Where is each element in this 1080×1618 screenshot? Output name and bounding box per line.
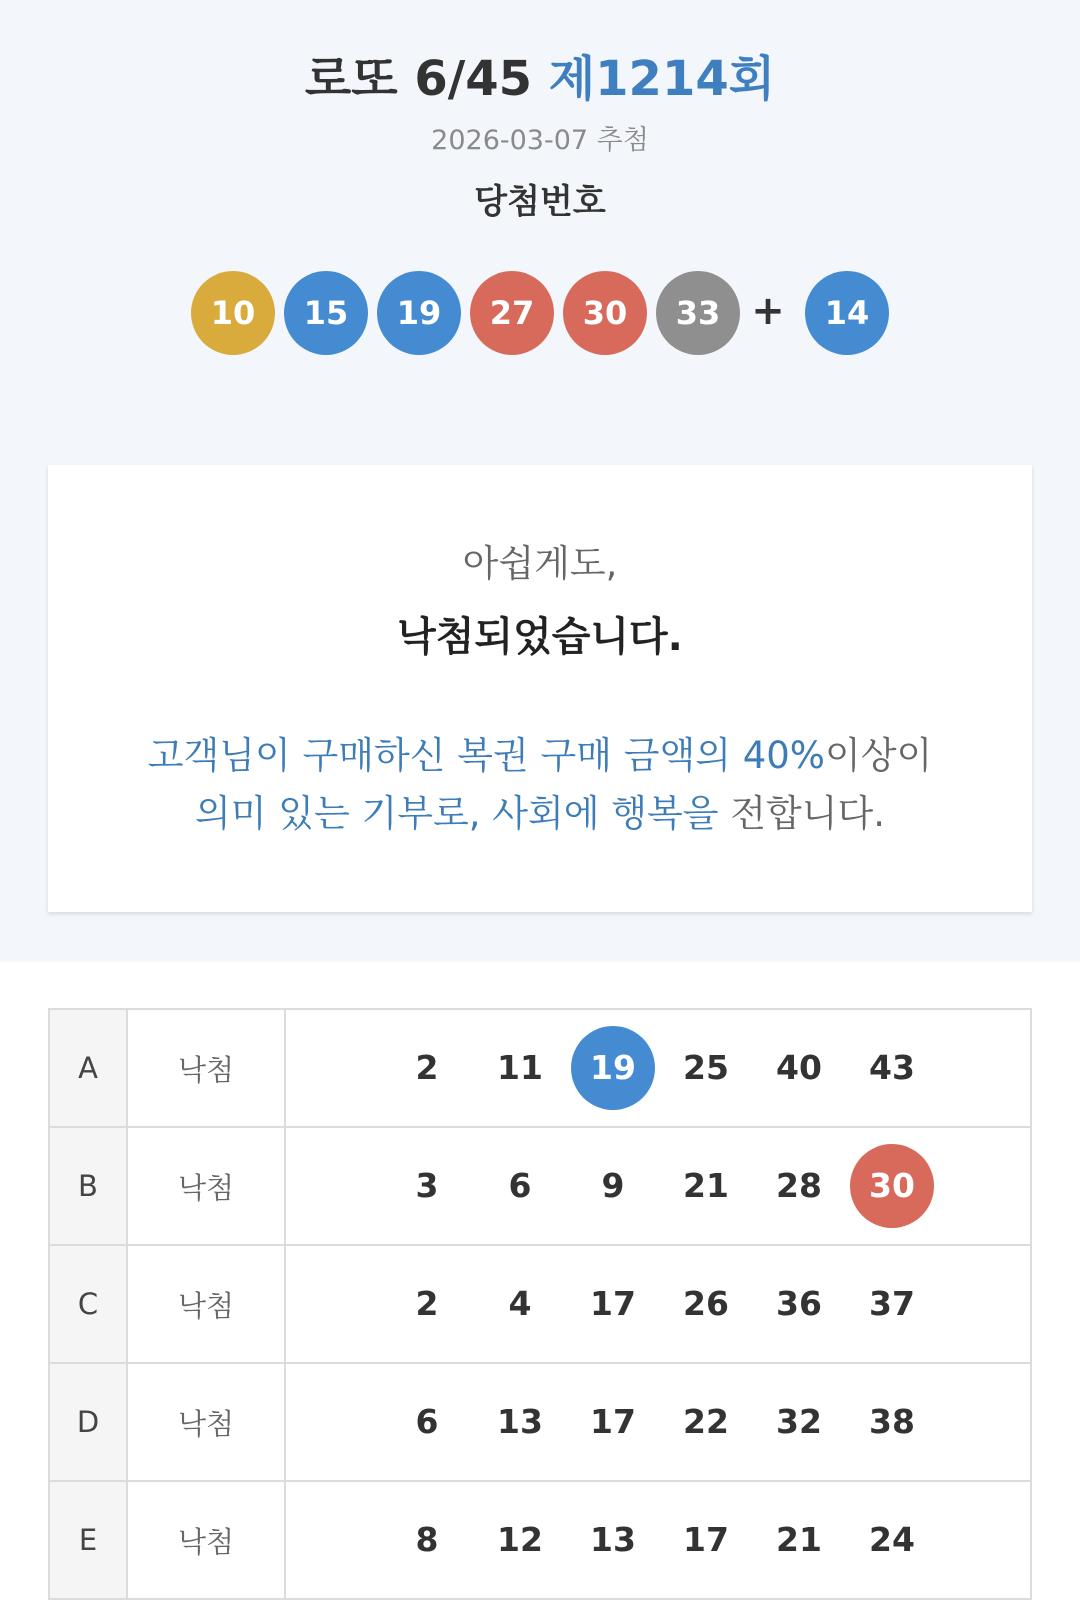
matched-number-ball: 19	[571, 1026, 655, 1110]
donation-text: 전합니다.	[718, 792, 885, 835]
purchased-games-table	[48, 1008, 1032, 1600]
bonus-ball: 14	[805, 271, 889, 355]
game-numbers	[286, 1144, 1030, 1228]
game-label: B	[49, 1127, 127, 1245]
winning-ball: 33	[656, 271, 740, 355]
game-number: 17	[590, 1402, 636, 1441]
game-numbers-cell	[285, 1481, 1031, 1599]
game-number: 13	[590, 1520, 636, 1559]
game-number: 3	[415, 1166, 439, 1205]
game-number: 37	[869, 1284, 915, 1323]
game-label: C	[49, 1245, 127, 1363]
game-number: 2	[415, 1284, 439, 1323]
draw-date: 2026-03-07 추첨	[431, 125, 649, 156]
winning-ball: 15	[284, 271, 368, 355]
game-numbers-cell	[285, 1245, 1031, 1363]
winning-ball: 10	[191, 271, 275, 355]
round-number: 제1214회	[548, 51, 776, 107]
matched-number-ball: 30	[850, 1144, 934, 1228]
winning-numbers	[0, 271, 1080, 355]
game-number: 40	[776, 1048, 822, 1087]
winning-ball: 30	[563, 271, 647, 355]
game-number: 2	[415, 1048, 439, 1087]
result-card	[48, 465, 1032, 912]
table-row	[49, 1127, 1031, 1245]
game-numbers-cell	[285, 1363, 1031, 1481]
result-intro: 아쉽게도,	[462, 542, 618, 585]
game-number: 26	[683, 1284, 729, 1323]
game-number: 4	[508, 1284, 532, 1323]
donation-message-line1	[48, 725, 1032, 779]
game-result: 낙첨	[127, 1363, 285, 1481]
donation-message-line2	[48, 783, 1032, 837]
game-number: 38	[869, 1402, 915, 1441]
game-number: 13	[497, 1402, 543, 1441]
game-number: 32	[776, 1402, 822, 1441]
game-numbers	[286, 1026, 1030, 1110]
game-number: 43	[869, 1048, 915, 1087]
game-number: 9	[601, 1166, 625, 1205]
game-numbers	[286, 1498, 1030, 1582]
donation-text: 이상이	[824, 734, 933, 777]
winning-numbers-label: 당첨번호	[474, 182, 606, 222]
game-number: 11	[497, 1048, 543, 1087]
game-numbers	[286, 1262, 1030, 1346]
page-title	[0, 40, 1080, 109]
game-result: 낙첨	[127, 1009, 285, 1127]
game-result: 낙첨	[127, 1245, 285, 1363]
table-row	[49, 1363, 1031, 1481]
game-label: D	[49, 1363, 127, 1481]
game-number: 36	[776, 1284, 822, 1323]
game-number: 21	[683, 1166, 729, 1205]
game-number: 21	[776, 1520, 822, 1559]
game-number: 24	[869, 1520, 915, 1559]
game-result: 낙첨	[127, 1481, 285, 1599]
table-row	[49, 1481, 1031, 1599]
game-name: 로또 6/45	[304, 51, 533, 107]
game-label: E	[49, 1481, 127, 1599]
plus-icon: +	[751, 288, 785, 334]
game-number: 8	[415, 1520, 439, 1559]
table-row	[49, 1245, 1031, 1363]
winning-ball: 19	[377, 271, 461, 355]
result-status: 낙첨되었습니다.	[397, 614, 683, 660]
game-number: 17	[590, 1284, 636, 1323]
game-number: 22	[683, 1402, 729, 1441]
donation-highlight: 의미 있는 기부로, 사회에 행복을	[195, 792, 719, 835]
game-number: 28	[776, 1166, 822, 1205]
game-number: 6	[508, 1166, 532, 1205]
donation-highlight: 고객님이 구매하신 복권 구매 금액의 40%	[147, 734, 825, 777]
game-numbers-cell	[285, 1127, 1031, 1245]
game-number: 6	[415, 1402, 439, 1441]
game-numbers-cell	[285, 1009, 1031, 1127]
game-number: 25	[683, 1048, 729, 1087]
winning-ball: 27	[470, 271, 554, 355]
table-row	[49, 1009, 1031, 1127]
game-number: 17	[683, 1520, 729, 1559]
game-label: A	[49, 1009, 127, 1127]
game-result: 낙첨	[127, 1127, 285, 1245]
game-number: 12	[497, 1520, 543, 1559]
game-numbers	[286, 1380, 1030, 1464]
